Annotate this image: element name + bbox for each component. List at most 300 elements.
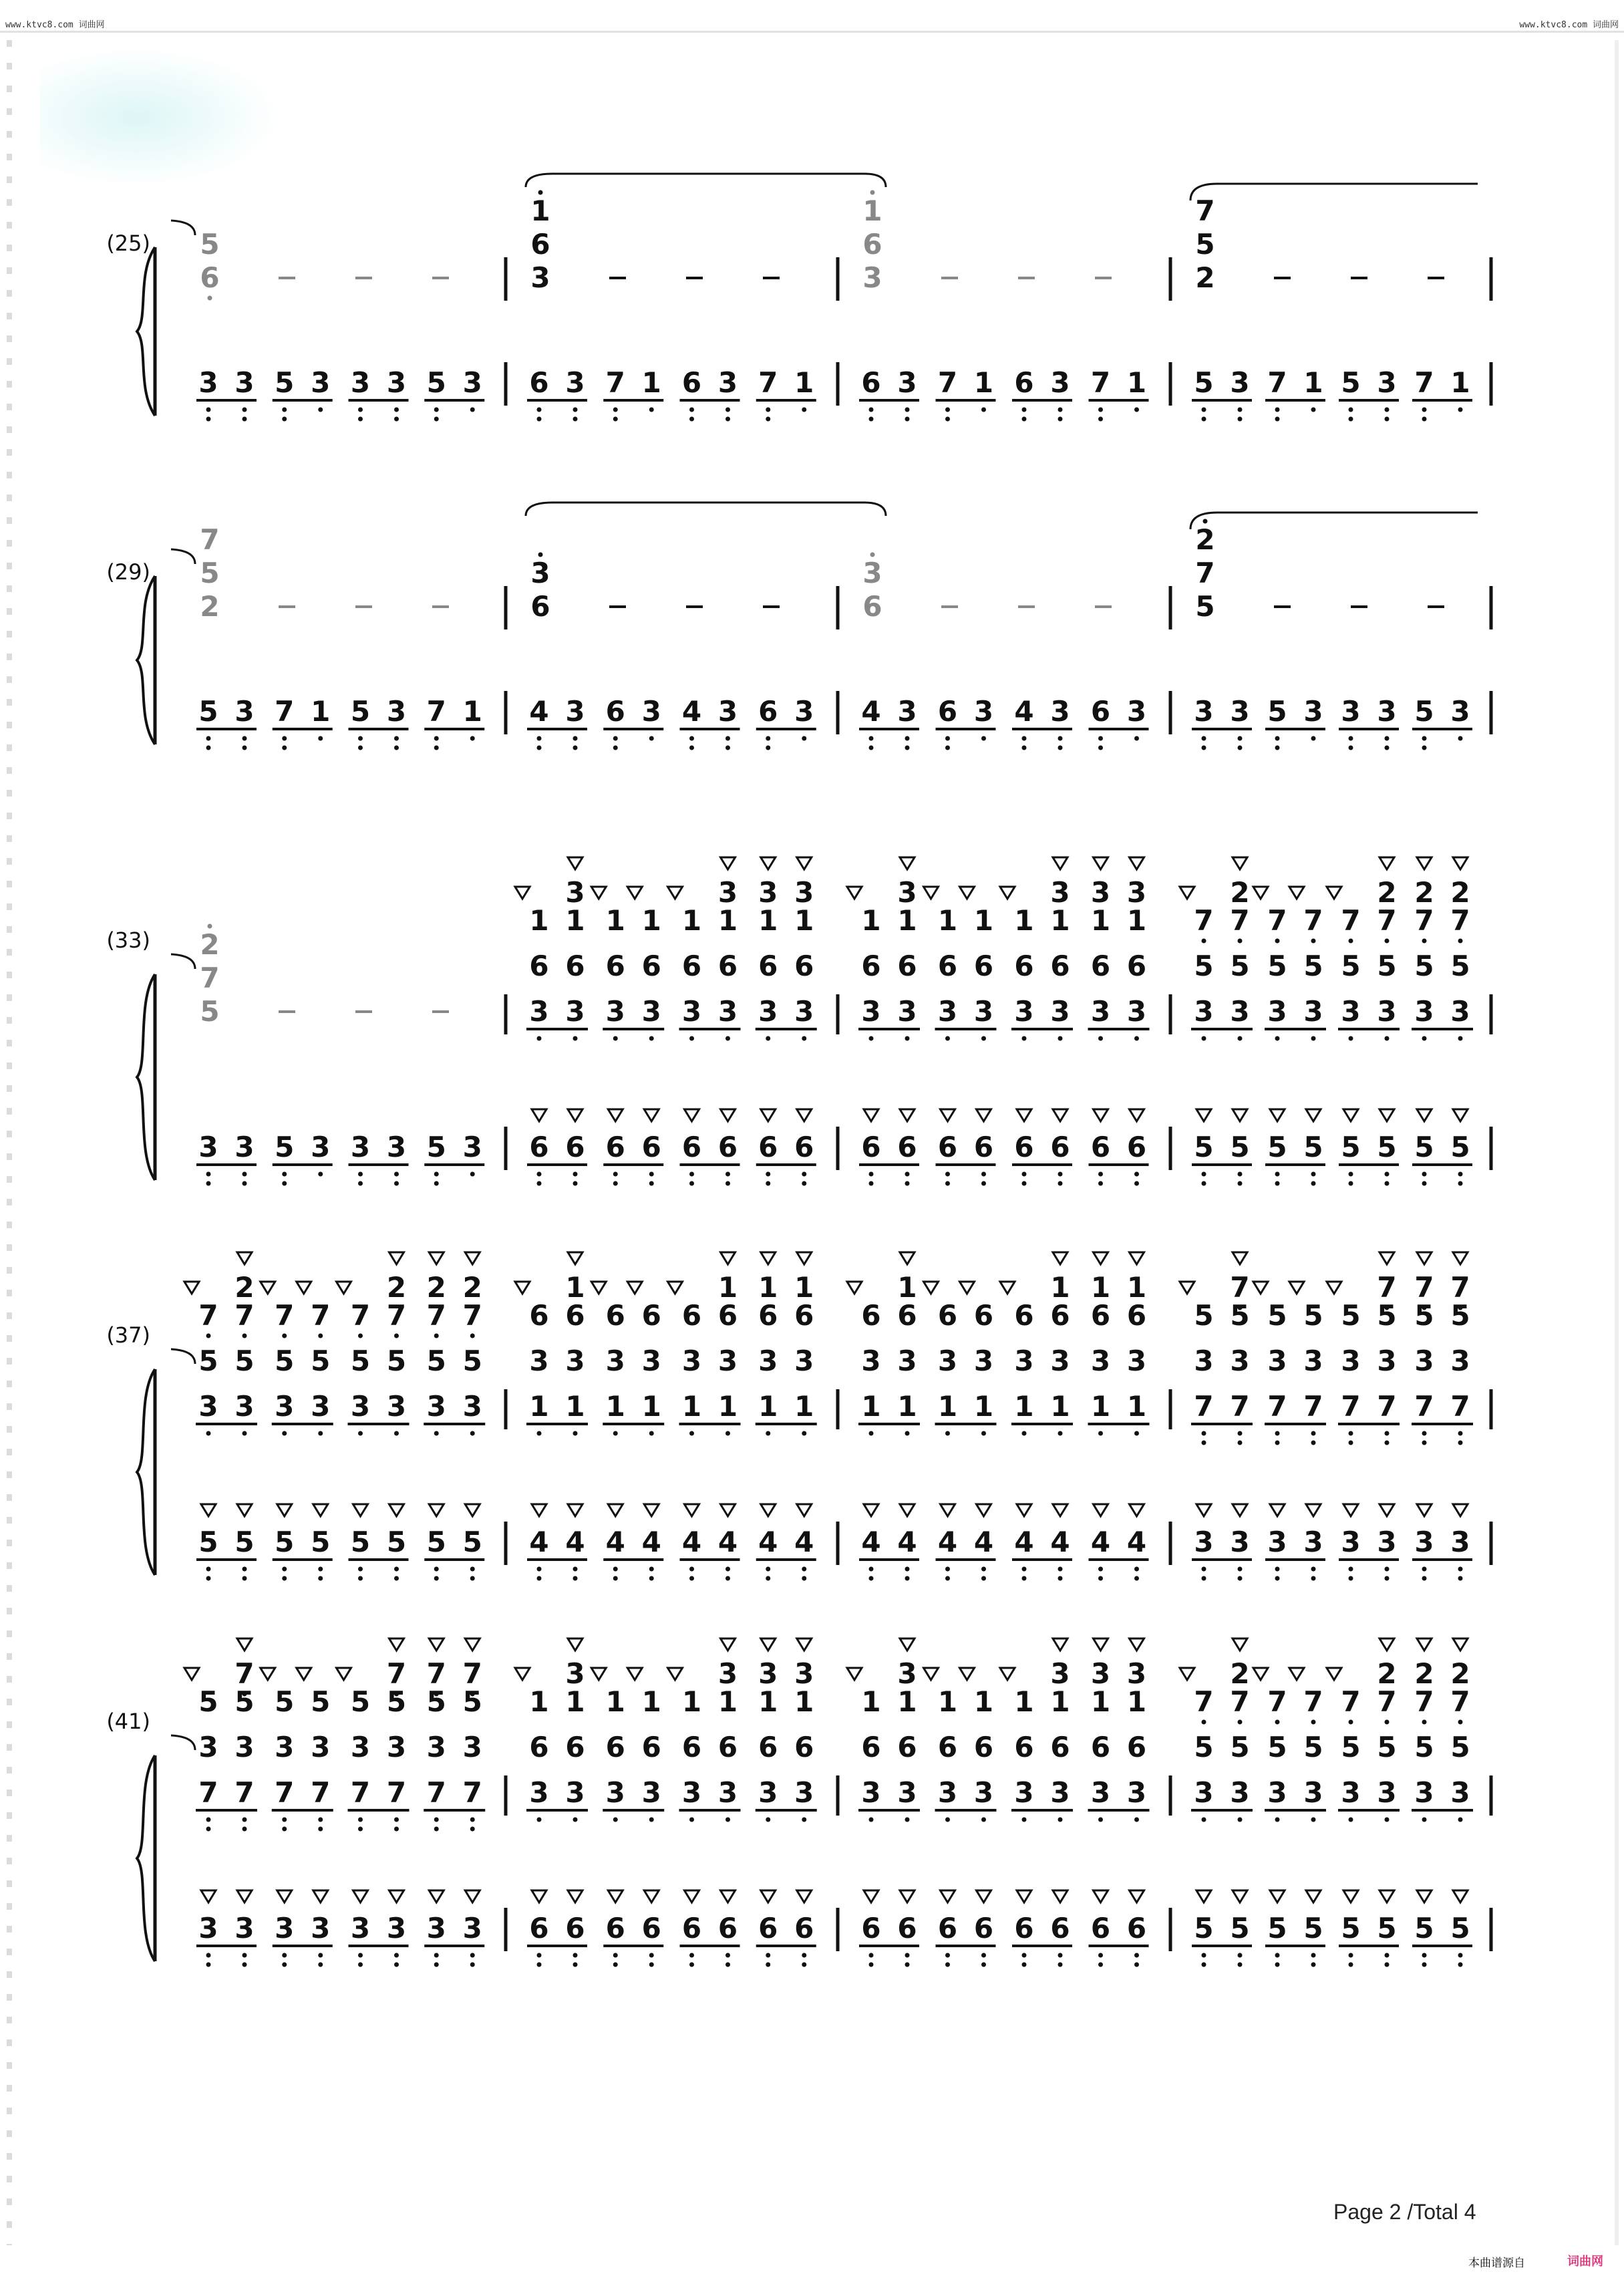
accent-triangle <box>1453 1252 1468 1264</box>
lh-note: 6 <box>1126 1912 1147 1945</box>
octave-dot <box>689 1181 694 1186</box>
octave-dot <box>689 1172 694 1177</box>
octave-dot <box>206 1953 211 1958</box>
accent-triangle <box>1000 1282 1015 1294</box>
accent-triangle <box>465 1252 480 1264</box>
rh-note: 5 <box>462 1685 482 1718</box>
accent-triangle <box>761 1504 776 1516</box>
rh-note: 3 <box>717 1776 738 1809</box>
octave-dot <box>869 1172 874 1177</box>
rh-note: 1 <box>530 194 550 227</box>
octave-dot <box>1022 746 1027 750</box>
octave-dot <box>1098 417 1103 422</box>
octave-dot <box>470 1334 475 1338</box>
accent-triangle <box>1233 857 1247 869</box>
octave-dot <box>282 736 287 741</box>
rh-note: 3 <box>1414 1776 1434 1809</box>
octave-dot <box>613 1818 618 1822</box>
lh-note: 6 <box>758 695 778 728</box>
rh-note: 1 <box>1050 1685 1070 1718</box>
rh-note: 1 <box>717 1271 738 1304</box>
accent-triangle <box>1379 1504 1394 1516</box>
rh-note: 2 <box>426 1271 446 1304</box>
octave-dot <box>905 1036 910 1041</box>
accent-triangle <box>465 1890 480 1902</box>
octave-dot <box>573 408 578 412</box>
octave-dot <box>802 1431 806 1436</box>
accent-triangle <box>1453 1109 1468 1121</box>
lh-note: 5 <box>1194 366 1214 399</box>
accent-triangle <box>1343 1109 1358 1121</box>
octave-dot <box>318 1567 323 1572</box>
rh-note: 6 <box>794 1299 814 1332</box>
octave-dot <box>1098 1953 1103 1958</box>
octave-dot <box>649 736 654 741</box>
accent-triangle <box>1094 1890 1108 1902</box>
lh-note: 3 <box>973 695 994 728</box>
rh-note: 1 <box>681 1390 702 1423</box>
octave-dot <box>802 736 806 741</box>
rh-note: 3 <box>565 876 585 909</box>
lh-note: 5 <box>1230 1912 1250 1945</box>
rh-note: 6 <box>758 950 778 982</box>
accent-triangle <box>1180 1668 1194 1680</box>
accent-triangle <box>1306 1109 1321 1121</box>
octave-dot <box>394 417 399 422</box>
accent-triangle <box>960 887 975 899</box>
octave-dot <box>1349 736 1353 741</box>
accent-triangle <box>1233 1890 1247 1902</box>
lh-note: 3 <box>198 1912 218 1945</box>
accent-triangle <box>1130 1890 1144 1902</box>
lh-note: 5 <box>350 695 371 728</box>
rh-note: 7 <box>1450 1685 1470 1718</box>
lh-note: 4 <box>937 1526 958 1558</box>
rh-note: 6 <box>529 1731 549 1763</box>
lh-note: 6 <box>1014 366 1034 399</box>
octave-dot <box>981 1953 986 1958</box>
lh-note: 7 <box>426 695 446 728</box>
octave-dot <box>613 1567 618 1572</box>
rh-note: 5 <box>1450 1299 1470 1332</box>
rh-note: 3 <box>794 1776 814 1809</box>
octave-dot <box>1385 939 1390 944</box>
rh-note: 5 <box>198 1344 218 1377</box>
accent-triangle <box>1417 1638 1432 1651</box>
octave-dot <box>1022 736 1027 741</box>
octave-dot <box>282 1334 287 1338</box>
system-brace <box>137 576 155 744</box>
rh-note: 1 <box>1126 904 1147 937</box>
octave-dot <box>1134 1181 1139 1186</box>
rh-note: 7 <box>1230 1271 1250 1304</box>
rh-note: 7 <box>275 1299 295 1332</box>
octave-dot <box>318 408 323 412</box>
octave-dot <box>649 1431 654 1436</box>
rh-note: 3 <box>973 995 994 1028</box>
octave-dot <box>206 1172 211 1177</box>
rh-note: 5 <box>1194 1299 1214 1332</box>
rh-note: 3 <box>529 1344 549 1377</box>
octave-dot <box>1098 746 1103 750</box>
accent-triangle <box>568 1109 583 1121</box>
octave-dot <box>870 190 875 195</box>
rh-note: 7 <box>1377 904 1397 937</box>
octave-dot <box>869 1567 874 1572</box>
octave-dot <box>537 736 542 741</box>
lh-note: 1 <box>1450 366 1470 399</box>
octave-dot <box>1275 1431 1280 1436</box>
lh-note: 5 <box>1267 1131 1287 1163</box>
octave-dot <box>1275 746 1280 750</box>
rh-note: 1 <box>717 1390 738 1423</box>
octave-dot <box>1202 1567 1206 1572</box>
lh-note: 3 <box>1194 695 1214 728</box>
accent-triangle <box>1233 1638 1247 1651</box>
octave-dot <box>613 1431 618 1436</box>
octave-dot <box>206 1827 211 1832</box>
octave-dot <box>537 408 542 412</box>
accent-triangle <box>1417 1109 1432 1121</box>
octave-dot <box>869 417 874 422</box>
octave-dot <box>905 408 910 412</box>
octave-dot <box>766 736 770 741</box>
octave-dot <box>358 417 363 422</box>
octave-dot <box>537 1181 542 1186</box>
octave-dot <box>1098 408 1103 412</box>
lh-note: 5 <box>234 1526 255 1558</box>
lh-note: 1 <box>1126 366 1147 399</box>
rh-note: 2 <box>1195 261 1215 294</box>
octave-dot <box>649 1818 654 1822</box>
octave-dot <box>725 1576 730 1581</box>
octave-dot <box>1202 1172 1206 1177</box>
octave-dot <box>1458 939 1463 944</box>
rh-note: 2 <box>1450 876 1470 909</box>
rh-note: 1 <box>1050 1271 1070 1304</box>
accent-triangle <box>532 1504 546 1516</box>
rh-note: 3 <box>1341 1776 1361 1809</box>
rh-note: 3 <box>1450 1344 1470 1377</box>
octave-dot <box>725 417 730 422</box>
lh-note: 6 <box>861 366 881 399</box>
rh-note: 3 <box>861 1776 881 1809</box>
octave-dot <box>1422 1036 1427 1041</box>
octave-dot <box>1311 1720 1316 1725</box>
lh-note: 3 <box>350 1912 371 1945</box>
rh-note: 1 <box>937 1390 958 1423</box>
lh-note: 4 <box>1014 695 1034 728</box>
accent-triangle <box>532 1109 546 1121</box>
lh-note: 6 <box>1050 1131 1070 1163</box>
octave-dot <box>1134 1036 1139 1041</box>
octave-dot <box>1311 1172 1316 1177</box>
rh-note: 3 <box>1303 1776 1323 1809</box>
octave-dot <box>573 417 578 422</box>
octave-dot <box>434 408 439 412</box>
lh-note: 5 <box>1194 1912 1214 1945</box>
site-logo: 词曲网 <box>1567 2255 1603 2269</box>
accent-triangle <box>1327 1668 1341 1680</box>
rh-note: 3 <box>717 1657 738 1690</box>
octave-dot <box>1238 736 1243 741</box>
lh-note: 3 <box>1341 695 1361 728</box>
accent-triangle <box>1343 1504 1358 1516</box>
octave-dot <box>1134 736 1139 741</box>
lh-note: 5 <box>1414 1912 1434 1945</box>
accent-triangle <box>864 1890 878 1902</box>
rh-note: 3 <box>681 1776 702 1809</box>
rh-note: 3 <box>1014 995 1034 1028</box>
accent-triangle <box>1233 1504 1247 1516</box>
lh-note: 4 <box>1090 1526 1111 1558</box>
octave-dot <box>725 1567 730 1572</box>
accent-triangle <box>201 1504 216 1516</box>
rh-note: 3 <box>897 876 917 909</box>
octave-dot <box>573 1963 578 1967</box>
octave-dot <box>242 408 247 412</box>
rh-note: 6 <box>565 950 585 982</box>
rh-note: 5 <box>386 1685 407 1718</box>
rh-note: 1 <box>641 904 661 937</box>
accent-triangle <box>591 1668 606 1680</box>
lh-note: 5 <box>350 1526 371 1558</box>
accent-triangle <box>277 1890 292 1902</box>
octave-dot <box>358 408 363 412</box>
accent-triangle <box>337 1282 351 1294</box>
accent-triangle <box>1130 1504 1144 1516</box>
rh-note: 3 <box>462 1731 482 1763</box>
octave-dot <box>1058 1172 1063 1177</box>
octave-dot <box>689 1963 694 1967</box>
octave-dot <box>434 1567 439 1572</box>
accent-triangle <box>721 1504 736 1516</box>
octave-dot <box>869 1963 874 1967</box>
octave-dot <box>1275 1720 1280 1725</box>
octave-dot <box>613 1953 618 1958</box>
octave-dot <box>1202 1720 1206 1725</box>
rh-note: 6 <box>758 1731 778 1763</box>
octave-dot <box>1422 1181 1427 1186</box>
lh-note: 1 <box>794 366 814 399</box>
octave-dot <box>689 736 694 741</box>
octave-dot <box>1058 1953 1063 1958</box>
rh-note: 1 <box>605 1685 625 1718</box>
octave-dot <box>282 1818 287 1822</box>
lh-note: 3 <box>234 1912 255 1945</box>
lh-note: 3 <box>462 1131 482 1163</box>
accent-triangle <box>277 1504 292 1516</box>
lh-note: 3 <box>275 1912 295 1945</box>
accent-triangle <box>297 1282 311 1294</box>
lh-note: 3 <box>897 366 917 399</box>
octave-dot <box>1098 1576 1103 1581</box>
accent-triangle <box>1094 1109 1108 1121</box>
octave-dot <box>1385 417 1390 422</box>
rh-note: 7 <box>1267 1390 1287 1423</box>
octave-dot <box>725 736 730 741</box>
accent-triangle <box>864 1504 878 1516</box>
octave-dot <box>905 1576 910 1581</box>
octave-dot <box>358 1827 363 1832</box>
octave-dot <box>1058 1576 1063 1581</box>
lh-note: 6 <box>641 1131 661 1163</box>
rh-note: 3 <box>758 1344 778 1377</box>
octave-dot <box>1311 1567 1316 1572</box>
octave-dot <box>1058 736 1063 741</box>
lh-note: 5 <box>1303 1131 1323 1163</box>
rh-note: 1 <box>1126 1271 1147 1304</box>
lh-note: 3 <box>234 695 255 728</box>
rh-note: 1 <box>1090 1390 1111 1423</box>
accent-triangle <box>465 1504 480 1516</box>
octave-dot <box>1058 408 1063 412</box>
lh-note: 5 <box>1341 366 1361 399</box>
octave-dot <box>282 746 287 750</box>
octave-dot <box>1058 1963 1063 1967</box>
octave-dot <box>1275 1576 1280 1581</box>
lh-note: 3 <box>311 1912 331 1945</box>
page-indicator: Page 2 /Total 4 <box>1333 2200 1476 2224</box>
octave-dot <box>1458 736 1463 741</box>
rh-note: 1 <box>758 904 778 937</box>
octave-dot <box>206 1576 211 1581</box>
accent-triangle <box>389 1252 404 1264</box>
accent-triangle <box>313 1890 328 1902</box>
rh-note: 6 <box>1126 950 1147 982</box>
rh-note: 3 <box>1341 1344 1361 1377</box>
lh-note: 7 <box>605 366 625 399</box>
octave-dot <box>242 1172 247 1177</box>
rh-note: 3 <box>717 876 738 909</box>
rh-note: 5 <box>1194 1731 1214 1763</box>
octave-dot <box>1202 1431 1206 1436</box>
lh-note: 5 <box>1450 1131 1470 1163</box>
accent-triangle <box>1130 1638 1144 1651</box>
lh-note: 6 <box>1090 1912 1111 1945</box>
rh-note: 3 <box>234 1731 255 1763</box>
rh-note: 7 <box>1194 1390 1214 1423</box>
octave-dot <box>573 1567 578 1572</box>
lh-note: 5 <box>1414 695 1434 728</box>
octave-dot <box>470 408 475 412</box>
accent-triangle <box>1306 1504 1321 1516</box>
rh-note: 3 <box>1126 876 1147 909</box>
accent-triangle <box>797 1890 812 1902</box>
accent-triangle <box>1233 1252 1247 1264</box>
lh-note: 6 <box>605 1912 625 1945</box>
octave-dot <box>905 736 910 741</box>
rh-note: 1 <box>605 1390 625 1423</box>
octave-dot <box>981 1431 986 1436</box>
lh-note: 4 <box>1126 1526 1147 1558</box>
lh-note: 5 <box>426 1131 446 1163</box>
lh-note: 3 <box>1377 366 1397 399</box>
octave-dot <box>434 746 439 750</box>
rh-note: 5 <box>200 228 220 261</box>
octave-dot <box>689 746 694 750</box>
octave-dot <box>802 1576 806 1581</box>
octave-dot <box>1349 1181 1353 1186</box>
lh-note: 7 <box>758 366 778 399</box>
accent-triangle <box>1253 1668 1268 1680</box>
octave-dot <box>613 1181 618 1186</box>
octave-dot <box>1202 1953 1206 1958</box>
octave-dot <box>318 1576 323 1581</box>
accent-triangle <box>1453 1504 1468 1516</box>
lh-note: 3 <box>1450 695 1470 728</box>
octave-dot <box>981 1567 986 1572</box>
octave-dot <box>981 408 986 412</box>
rh-note: 3 <box>1450 995 1470 1028</box>
octave-dot <box>725 1181 730 1186</box>
octave-dot <box>1022 1181 1027 1186</box>
lh-note: 5 <box>1267 1912 1287 1945</box>
accent-triangle <box>353 1890 368 1902</box>
octave-dot <box>870 553 875 557</box>
octave-dot <box>945 1181 950 1186</box>
accent-triangle <box>297 1668 311 1680</box>
octave-dot <box>206 408 211 412</box>
rh-note: 1 <box>794 1271 814 1304</box>
rh-note: 1 <box>1126 1685 1147 1718</box>
rh-note: 6 <box>897 950 917 982</box>
rh-note: 1 <box>937 1685 958 1718</box>
rh-note: 7 <box>234 1776 255 1809</box>
rh-note: 7 <box>1414 1685 1434 1718</box>
rh-note: 3 <box>234 1390 255 1423</box>
lh-note: 6 <box>529 366 549 399</box>
rh-note: 5 <box>1230 1299 1250 1332</box>
octave-dot <box>573 1181 578 1186</box>
accent-triangle <box>1343 1890 1358 1902</box>
rh-note: 1 <box>717 1685 738 1718</box>
octave-dot <box>573 746 578 750</box>
accent-triangle <box>1053 1638 1068 1651</box>
rh-note: 3 <box>1341 995 1361 1028</box>
octave-dot <box>1202 417 1206 422</box>
rh-note: 7 <box>1377 1390 1397 1423</box>
octave-dot <box>1349 1431 1353 1436</box>
lh-note: 3 <box>1303 1526 1323 1558</box>
octave-dot <box>537 1172 542 1177</box>
rh-note: 6 <box>973 1731 994 1763</box>
octave-dot <box>1385 1953 1390 1958</box>
rh-note: 3 <box>897 1776 917 1809</box>
rh-note: 7 <box>1341 904 1361 937</box>
octave-dot <box>1238 1963 1243 1967</box>
octave-dot <box>1458 1172 1463 1177</box>
rh-note: 1 <box>897 904 917 937</box>
accent-triangle <box>1270 1504 1285 1516</box>
octave-dot <box>613 1036 618 1041</box>
accent-triangle <box>1053 1890 1068 1902</box>
rh-note: 1 <box>1090 904 1111 937</box>
lh-note: 4 <box>681 695 702 728</box>
system-brace <box>137 247 155 416</box>
lh-note: 3 <box>1377 695 1397 728</box>
lh-note: 3 <box>1050 695 1070 728</box>
rh-note: 6 <box>897 1299 917 1332</box>
octave-dot <box>1275 939 1280 944</box>
octave-dot <box>470 1431 475 1436</box>
rh-note: 7 <box>386 1657 407 1690</box>
octave-dot <box>1385 408 1390 412</box>
rh-note: 6 <box>605 1299 625 1332</box>
octave-dot <box>766 1181 770 1186</box>
octave-dot <box>242 1953 247 1958</box>
rh-note: 5 <box>1195 590 1215 623</box>
